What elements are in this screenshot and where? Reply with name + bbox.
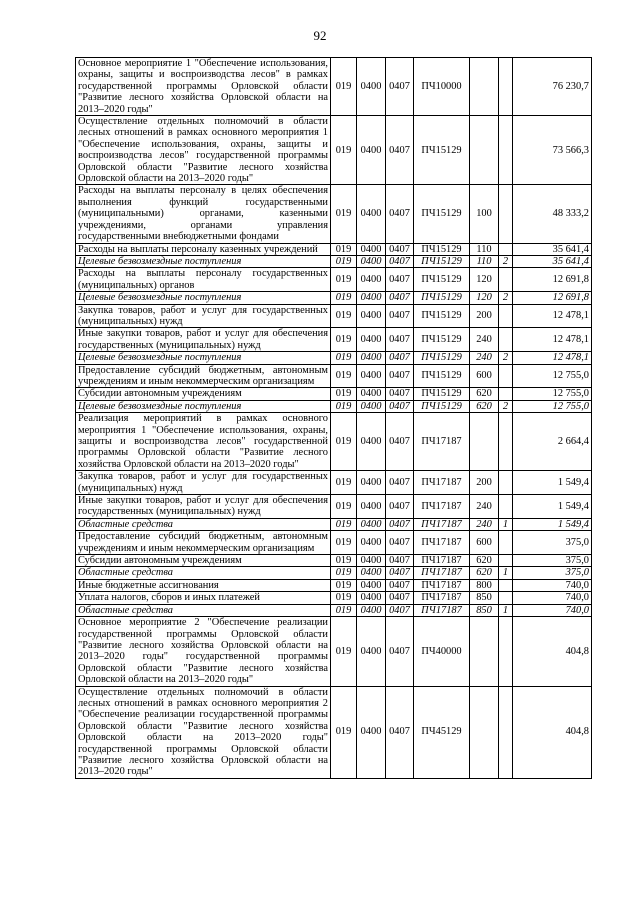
ministry-code-cell: 019 xyxy=(331,567,357,579)
table-row xyxy=(76,58,592,116)
expense-type-cell xyxy=(470,686,499,778)
funding-source-cell: 2 xyxy=(499,255,513,267)
table-row xyxy=(76,304,592,328)
amount-cell: 1 549,4 xyxy=(513,471,592,495)
funding-source-cell xyxy=(499,471,513,495)
ministry-code-cell: 019 xyxy=(331,617,357,686)
funding-source-cell: 2 xyxy=(499,400,513,412)
table-row xyxy=(76,116,592,185)
table-row xyxy=(76,686,592,778)
section-code-cell: 0400 xyxy=(357,58,386,116)
target-article-cell: ПЧ15129 xyxy=(414,304,470,328)
target-article-cell: ПЧ15129 xyxy=(414,116,470,185)
amount-cell: 48 333,2 xyxy=(513,185,592,243)
ministry-code-cell: 019 xyxy=(331,579,357,591)
row-name-cell: Закупка товаров, работ и услуг для государственных (муниципальных) нужд xyxy=(76,304,331,328)
subsection-code-cell: 0407 xyxy=(386,495,414,519)
table-row xyxy=(76,352,592,364)
row-name-cell: Целевые безвозмездные поступления xyxy=(76,292,331,304)
expense-type-cell: 600 xyxy=(470,364,499,388)
funding-source-cell xyxy=(499,555,513,567)
row-name-cell: Расходы на выплаты персоналу в целях обеспечения выполнения функций государственными (муниципальными) органами, казенными учреждениями, органами управления государственными внебюджетными фондами xyxy=(76,185,331,243)
ministry-code-cell: 019 xyxy=(331,116,357,185)
section-code-cell: 0400 xyxy=(357,617,386,686)
amount-cell: 1 549,4 xyxy=(513,495,592,519)
funding-source-cell xyxy=(499,243,513,255)
table-row xyxy=(76,617,592,686)
subsection-code-cell: 0407 xyxy=(386,255,414,267)
expense-type-cell: 850 xyxy=(470,592,499,604)
target-article-cell: ПЧ15129 xyxy=(414,255,470,267)
row-name-cell: Расходы на выплаты персоналу государственных (муниципальных) органов xyxy=(76,268,331,292)
funding-source-cell xyxy=(499,116,513,185)
amount-cell: 2 664,4 xyxy=(513,413,592,471)
expense-type-cell: 600 xyxy=(470,531,499,555)
subsection-code-cell: 0407 xyxy=(386,592,414,604)
ministry-code-cell: 019 xyxy=(331,292,357,304)
target-article-cell: ПЧ17187 xyxy=(414,518,470,530)
expense-type-cell: 120 xyxy=(470,292,499,304)
section-code-cell: 0400 xyxy=(357,185,386,243)
amount-cell: 375,0 xyxy=(513,531,592,555)
ministry-code-cell: 019 xyxy=(331,388,357,400)
row-name-cell: Уплата налогов, сборов и иных платежей xyxy=(76,592,331,604)
ministry-code-cell: 019 xyxy=(331,328,357,352)
target-article-cell: ПЧ40000 xyxy=(414,617,470,686)
funding-source-cell xyxy=(499,268,513,292)
expense-type-cell: 620 xyxy=(470,555,499,567)
subsection-code-cell: 0407 xyxy=(386,518,414,530)
table-row xyxy=(76,413,592,471)
amount-cell: 740,0 xyxy=(513,604,592,616)
row-name-cell: Субсидии автономным учреждениям xyxy=(76,388,331,400)
target-article-cell: ПЧ15129 xyxy=(414,328,470,352)
ministry-code-cell: 019 xyxy=(331,592,357,604)
section-code-cell: 0400 xyxy=(357,304,386,328)
funding-source-cell: 1 xyxy=(499,604,513,616)
row-name-cell: Закупка товаров, работ и услуг для государственных (муниципальных) нужд xyxy=(76,471,331,495)
subsection-code-cell: 0407 xyxy=(386,352,414,364)
target-article-cell: ПЧ17187 xyxy=(414,471,470,495)
section-code-cell: 0400 xyxy=(357,268,386,292)
table-row xyxy=(76,579,592,591)
amount-cell: 740,0 xyxy=(513,579,592,591)
table-row xyxy=(76,255,592,267)
funding-source-cell xyxy=(499,579,513,591)
ministry-code-cell: 019 xyxy=(331,604,357,616)
table-row xyxy=(76,388,592,400)
amount-cell: 12 755,0 xyxy=(513,400,592,412)
ministry-code-cell: 019 xyxy=(331,364,357,388)
section-code-cell: 0400 xyxy=(357,531,386,555)
row-name-cell: Иные закупки товаров, работ и услуг для обеспечения государственных (муниципальных) нужд xyxy=(76,328,331,352)
subsection-code-cell: 0407 xyxy=(386,304,414,328)
subsection-code-cell: 0407 xyxy=(386,364,414,388)
section-code-cell: 0400 xyxy=(357,686,386,778)
funding-source-cell: 2 xyxy=(499,292,513,304)
budget-table xyxy=(75,57,592,779)
ministry-code-cell: 019 xyxy=(331,413,357,471)
row-name-cell: Предоставление субсидий бюджетным, автономным учреждениям и иным некоммерческим организациям xyxy=(76,364,331,388)
subsection-code-cell: 0407 xyxy=(386,531,414,555)
amount-cell: 404,8 xyxy=(513,617,592,686)
ministry-code-cell: 019 xyxy=(331,268,357,292)
funding-source-cell: 1 xyxy=(499,518,513,530)
section-code-cell: 0400 xyxy=(357,255,386,267)
subsection-code-cell: 0407 xyxy=(386,116,414,185)
subsection-code-cell: 0407 xyxy=(386,567,414,579)
row-name-cell: Основное мероприятие 1 "Обеспечение использования, охраны, защиты и воспроизводства лесов" в рамках государственной программы Орловской области "Развитие лесного хозяйства Орловской области на 2013–2020 годы" xyxy=(76,58,331,116)
funding-source-cell xyxy=(499,686,513,778)
subsection-code-cell: 0407 xyxy=(386,617,414,686)
target-article-cell: ПЧ17187 xyxy=(414,579,470,591)
funding-source-cell: 1 xyxy=(499,567,513,579)
section-code-cell: 0400 xyxy=(357,579,386,591)
table-row xyxy=(76,185,592,243)
row-name-cell: Субсидии автономным учреждениям xyxy=(76,555,331,567)
ministry-code-cell: 019 xyxy=(331,352,357,364)
target-article-cell: ПЧ15129 xyxy=(414,243,470,255)
row-name-cell: Целевые безвозмездные поступления xyxy=(76,255,331,267)
expense-type-cell xyxy=(470,116,499,185)
ministry-code-cell: 019 xyxy=(331,686,357,778)
table-row xyxy=(76,268,592,292)
table-row xyxy=(76,364,592,388)
table-body xyxy=(76,58,592,779)
expense-type-cell xyxy=(470,413,499,471)
expense-type-cell xyxy=(470,58,499,116)
ministry-code-cell: 019 xyxy=(331,518,357,530)
section-code-cell: 0400 xyxy=(357,592,386,604)
funding-source-cell xyxy=(499,388,513,400)
amount-cell: 73 566,3 xyxy=(513,116,592,185)
target-article-cell: ПЧ17187 xyxy=(414,555,470,567)
section-code-cell: 0400 xyxy=(357,352,386,364)
expense-type-cell: 620 xyxy=(470,388,499,400)
ministry-code-cell: 019 xyxy=(331,400,357,412)
subsection-code-cell: 0407 xyxy=(386,328,414,352)
subsection-code-cell: 0407 xyxy=(386,686,414,778)
row-name-cell: Осуществление отдельных полномочий в области лесных отношений в рамках основного мероприятия 1 "Обеспечение использования, охраны, защиты и воспроизводства лесов" государственной программы Орловской области "Развитие лесного хозяйства Орловской области на 2013–2020 годы" xyxy=(76,116,331,185)
section-code-cell: 0400 xyxy=(357,400,386,412)
target-article-cell: ПЧ15129 xyxy=(414,400,470,412)
amount-cell: 12 478,1 xyxy=(513,328,592,352)
amount-cell: 375,0 xyxy=(513,555,592,567)
ministry-code-cell: 019 xyxy=(331,58,357,116)
table-row xyxy=(76,592,592,604)
table-row xyxy=(76,400,592,412)
subsection-code-cell: 0407 xyxy=(386,388,414,400)
amount-cell: 35 641,4 xyxy=(513,243,592,255)
subsection-code-cell: 0407 xyxy=(386,555,414,567)
section-code-cell: 0400 xyxy=(357,364,386,388)
target-article-cell: ПЧ15129 xyxy=(414,292,470,304)
expense-type-cell: 240 xyxy=(470,328,499,352)
section-code-cell: 0400 xyxy=(357,518,386,530)
expense-type-cell xyxy=(470,617,499,686)
table-row xyxy=(76,531,592,555)
row-name-cell: Расходы на выплаты персоналу казенных учреждений xyxy=(76,243,331,255)
amount-cell: 12 755,0 xyxy=(513,364,592,388)
amount-cell: 1 549,4 xyxy=(513,518,592,530)
section-code-cell: 0400 xyxy=(357,555,386,567)
row-name-cell: Иные закупки товаров, работ и услуг для обеспечения государственных (муниципальных) нужд xyxy=(76,495,331,519)
table-row xyxy=(76,495,592,519)
subsection-code-cell: 0407 xyxy=(386,471,414,495)
ministry-code-cell: 019 xyxy=(331,531,357,555)
row-name-cell: Целевые безвозмездные поступления xyxy=(76,400,331,412)
section-code-cell: 0400 xyxy=(357,388,386,400)
ministry-code-cell: 019 xyxy=(331,495,357,519)
expense-type-cell: 240 xyxy=(470,352,499,364)
target-article-cell: ПЧ17187 xyxy=(414,495,470,519)
amount-cell: 76 230,7 xyxy=(513,58,592,116)
section-code-cell: 0400 xyxy=(357,471,386,495)
row-name-cell: Основное мероприятие 2 "Обеспечение реализации государственной программы Орловской области "Развитие лесного хозяйства Орловской области на 2013–2020 годы" государственной программы Орловской области "Развитие лесного хозяйства Орловской области на 2013–2020 годы" xyxy=(76,617,331,686)
subsection-code-cell: 0407 xyxy=(386,185,414,243)
target-article-cell: ПЧ45129 xyxy=(414,686,470,778)
row-name-cell: Областные средства xyxy=(76,518,331,530)
row-name-cell: Областные средства xyxy=(76,567,331,579)
subsection-code-cell: 0407 xyxy=(386,579,414,591)
target-article-cell: ПЧ17187 xyxy=(414,413,470,471)
funding-source-cell xyxy=(499,328,513,352)
target-article-cell: ПЧ15129 xyxy=(414,268,470,292)
target-article-cell: ПЧ17187 xyxy=(414,604,470,616)
section-code-cell: 0400 xyxy=(357,604,386,616)
expense-type-cell: 620 xyxy=(470,400,499,412)
table-row xyxy=(76,328,592,352)
target-article-cell: ПЧ15129 xyxy=(414,364,470,388)
subsection-code-cell: 0407 xyxy=(386,400,414,412)
expense-type-cell: 120 xyxy=(470,268,499,292)
table-row xyxy=(76,555,592,567)
expense-type-cell: 800 xyxy=(470,579,499,591)
amount-cell: 12 478,1 xyxy=(513,304,592,328)
page-number: 92 xyxy=(313,28,327,43)
target-article-cell: ПЧ17187 xyxy=(414,531,470,555)
section-code-cell: 0400 xyxy=(357,243,386,255)
section-code-cell: 0400 xyxy=(357,328,386,352)
expense-type-cell: 240 xyxy=(470,518,499,530)
expense-type-cell: 110 xyxy=(470,243,499,255)
ministry-code-cell: 019 xyxy=(331,243,357,255)
funding-source-cell: 2 xyxy=(499,352,513,364)
ministry-code-cell: 019 xyxy=(331,555,357,567)
amount-cell: 12 755,0 xyxy=(513,388,592,400)
subsection-code-cell: 0407 xyxy=(386,58,414,116)
row-name-cell: Предоставление субсидий бюджетным, автономным учреждениям и иным некоммерческим организациям xyxy=(76,531,331,555)
amount-cell: 12 478,1 xyxy=(513,352,592,364)
ministry-code-cell: 019 xyxy=(331,471,357,495)
expense-type-cell: 850 xyxy=(470,604,499,616)
table-row xyxy=(76,604,592,616)
subsection-code-cell: 0407 xyxy=(386,268,414,292)
subsection-code-cell: 0407 xyxy=(386,292,414,304)
funding-source-cell xyxy=(499,495,513,519)
target-article-cell: ПЧ15129 xyxy=(414,388,470,400)
section-code-cell: 0400 xyxy=(357,567,386,579)
ministry-code-cell: 019 xyxy=(331,185,357,243)
funding-source-cell xyxy=(499,617,513,686)
funding-source-cell xyxy=(499,531,513,555)
table-row xyxy=(76,567,592,579)
funding-source-cell xyxy=(499,304,513,328)
target-article-cell: ПЧ17187 xyxy=(414,567,470,579)
ministry-code-cell: 019 xyxy=(331,255,357,267)
row-name-cell: Реализация мероприятий в рамках основного мероприятия 1 "Обеспечение использования, охраны, защиты и воспроизводства лесов" государственной программы Орловской области "Развитие лесного хозяйства Орловской области на 2013–2020 годы" xyxy=(76,413,331,471)
subsection-code-cell: 0407 xyxy=(386,243,414,255)
expense-type-cell: 200 xyxy=(470,304,499,328)
target-article-cell: ПЧ15129 xyxy=(414,185,470,243)
row-name-cell: Осуществление отдельных полномочий в области лесных отношений в рамках основного мероприятия 2 "Обеспечение реализации государственной программы Орловской области "Развитие лесного хозяйства Орловской области на 2013–2020 годы" государственной программы Орловской области "Развитие лесного хозяйства Орловской области на 2013–2020 годы" xyxy=(76,686,331,778)
funding-source-cell xyxy=(499,364,513,388)
amount-cell: 375,0 xyxy=(513,567,592,579)
funding-source-cell xyxy=(499,185,513,243)
subsection-code-cell: 0407 xyxy=(386,413,414,471)
row-name-cell: Целевые безвозмездные поступления xyxy=(76,352,331,364)
subsection-code-cell: 0407 xyxy=(386,604,414,616)
row-name-cell: Областные средства xyxy=(76,604,331,616)
section-code-cell: 0400 xyxy=(357,292,386,304)
expense-type-cell: 620 xyxy=(470,567,499,579)
table-row xyxy=(76,471,592,495)
expense-type-cell: 240 xyxy=(470,495,499,519)
amount-cell: 740,0 xyxy=(513,592,592,604)
amount-cell: 404,8 xyxy=(513,686,592,778)
amount-cell: 35 641,4 xyxy=(513,255,592,267)
table-row xyxy=(76,518,592,530)
row-name-cell: Иные бюджетные ассигнования xyxy=(76,579,331,591)
expense-type-cell: 100 xyxy=(470,185,499,243)
table-row xyxy=(76,292,592,304)
table-row xyxy=(76,243,592,255)
funding-source-cell xyxy=(499,58,513,116)
funding-source-cell xyxy=(499,413,513,471)
expense-type-cell: 110 xyxy=(470,255,499,267)
target-article-cell: ПЧ15129 xyxy=(414,352,470,364)
target-article-cell: ПЧ17187 xyxy=(414,592,470,604)
amount-cell: 12 691,8 xyxy=(513,292,592,304)
ministry-code-cell: 019 xyxy=(331,304,357,328)
amount-cell: 12 691,8 xyxy=(513,268,592,292)
section-code-cell: 0400 xyxy=(357,495,386,519)
funding-source-cell xyxy=(499,592,513,604)
section-code-cell: 0400 xyxy=(357,413,386,471)
target-article-cell: ПЧ10000 xyxy=(414,58,470,116)
expense-type-cell: 200 xyxy=(470,471,499,495)
section-code-cell: 0400 xyxy=(357,116,386,185)
